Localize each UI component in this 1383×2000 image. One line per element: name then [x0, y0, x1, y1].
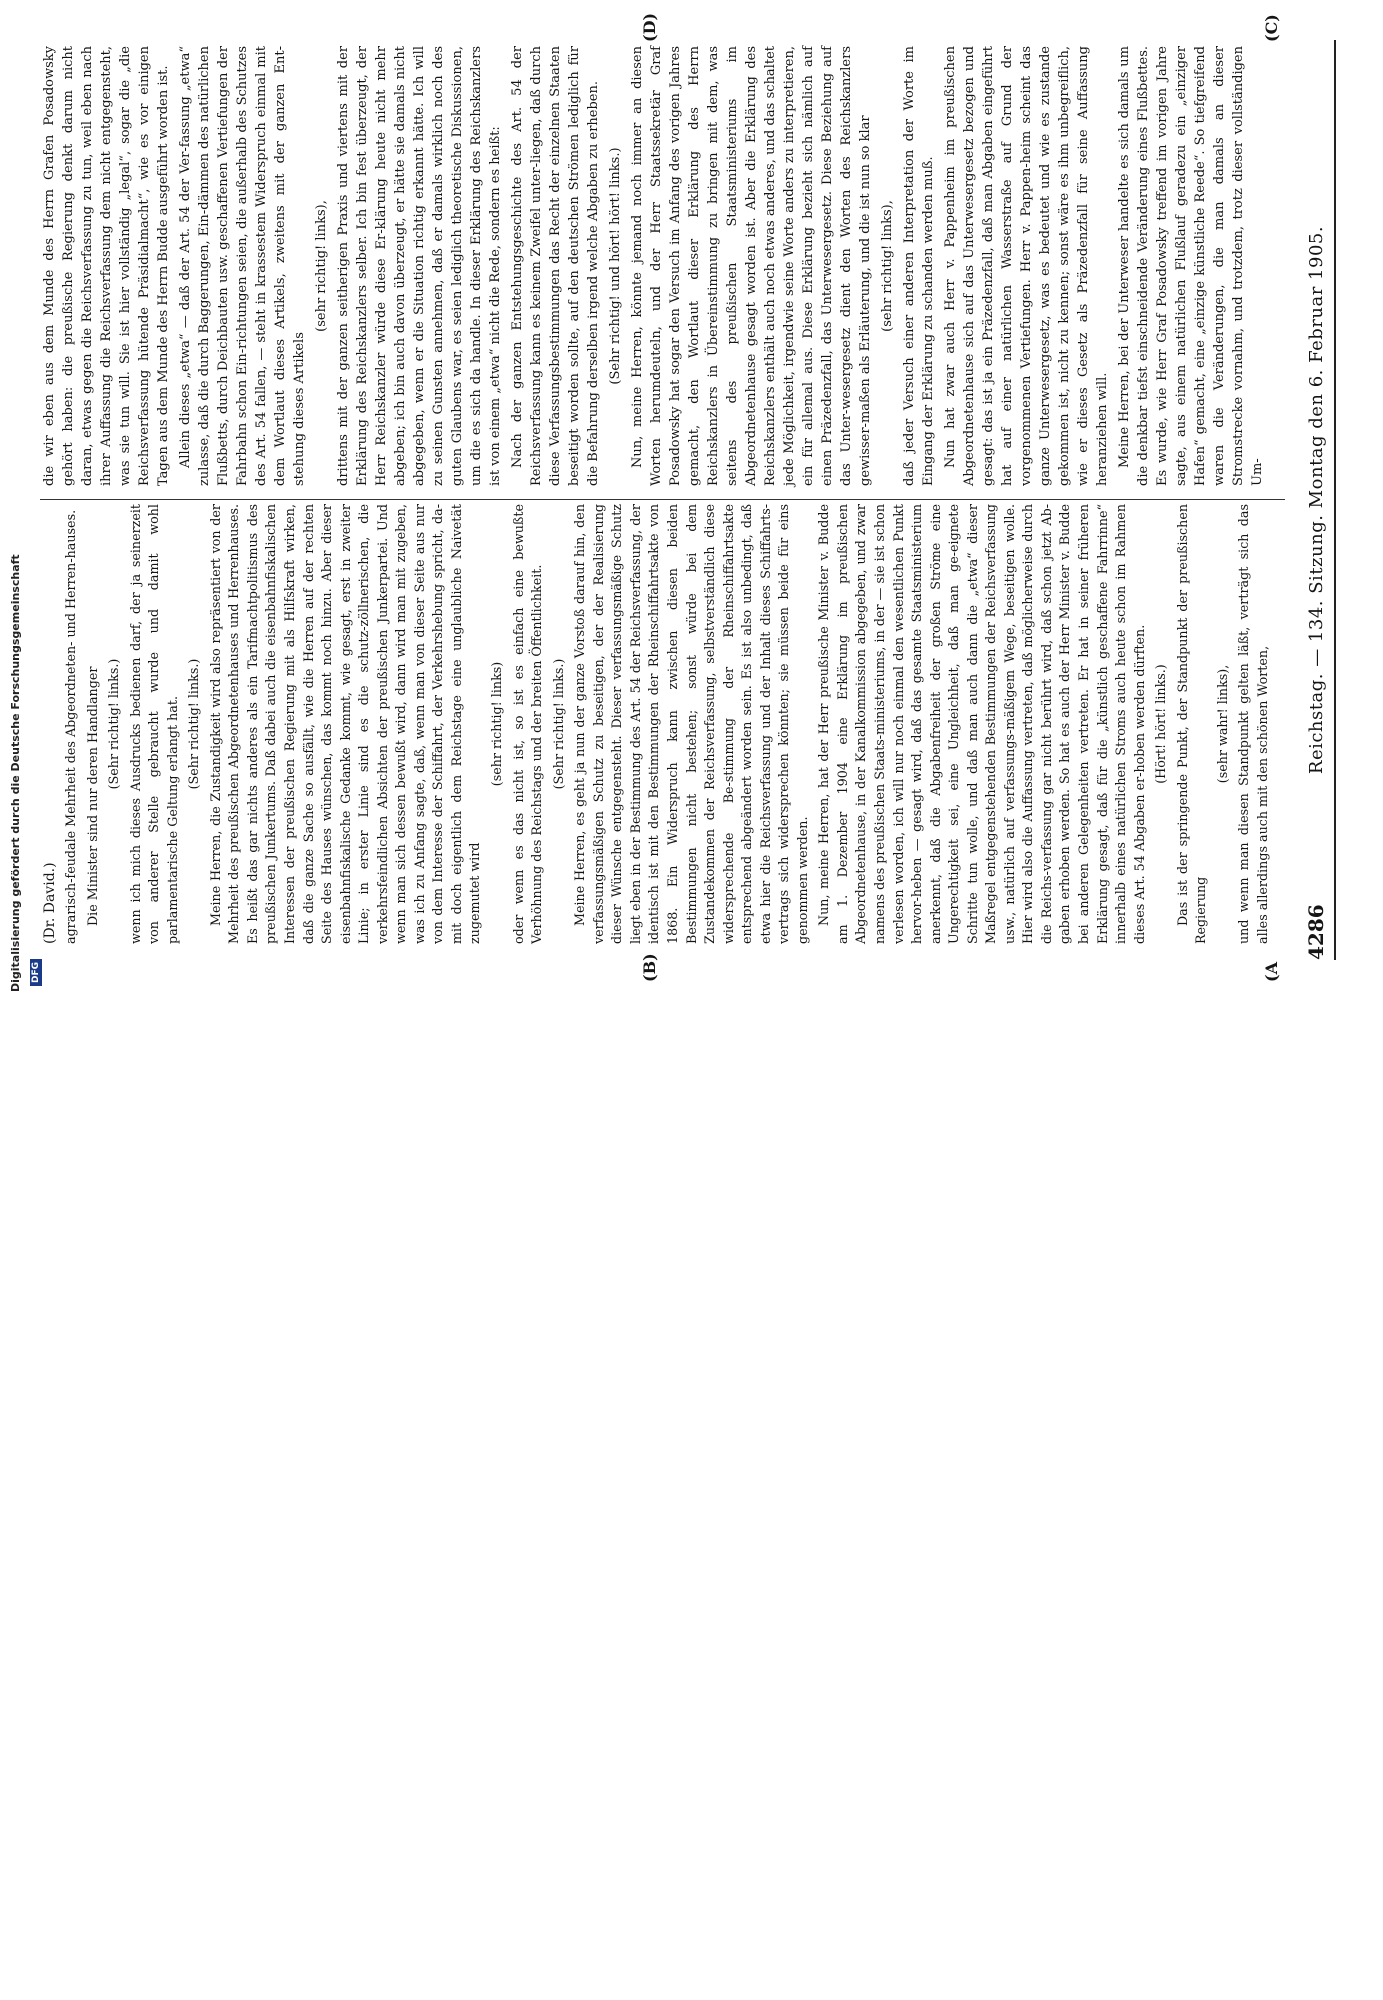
paragraph: Meine Herren, es geht ja nun der ganze Vorstoß darauf hin, den verfassungsmäßigen Schutz zu beseitigen, der der Realisierung dieser Wünsche entgegensteht. Dieser verfassungsmäßige Schutz liegt eben in der Bestimmung des Art. 54 der Reichsverfassung, der identisch ist mit den Bestimmungen der Rheinschiffahrtsakte von 1868. Ein Widerspruch kann zwischen diesen beiden Bestimmungen nicht bestehen; sonst würde bei dem Zustandekommen der Reichsverfassung, selbstverständlich diese widersprechende Be-stimmung der Rheinschiffahrtsakte entsprechend abgeändert worden sein. Es ist also unbedingt, daß etwa hier die Reichsverfassung und der Inhalt dieses Schiffahrts-vertrags sich widersprechen könnten; sie müssen beide für eins genommen werden. [572, 504, 810, 944]
paragraph: und wenn man diesen Standpunkt gelten läßt, verträgt sich das alles allerdings auch mit den schönen Worten, [1236, 504, 1270, 944]
margin-marker-c: (C) [1262, 14, 1281, 42]
paragraph: Meine Herren, die Zustandigkeit wird also repräsentiert von der Mehrheit des preußischen Abgeordnetenhauses und Herrenhauses. Es heißt das gar nichts anderes als ein Tarifmachtpolitismus des preußischen Junkertums. Daß dabei auch die eisenbahnfiskalischen Interessen der preußischen Regierung mit als Hilfskraft wirken, daß die ganze Sache so ausfällt, wie die Herren auf der rechten Seite des Hauses wünschen, das kommt noch hinzu. Aber dieser eisenbahnfiskalische Gedanke kommt, wie gesagt, erst in zweiter Linie; in erster Linie sind es die schutz-zöllnerischen, die verkehrsfeindlichen Absichten der preußischen Junkerpartei. Und wenn man sich dessen bewußt wird, dann wird man mit zugeben, was ich zu Anfang sagte, daß, wenn man von dieser Seite aus nur von dem Interesse der Schiffahrt, der Verkehrshebung spricht, da-mit doch eigentlich dem Reichstage eine unglaubliche Naivetät zugemutet wird [207, 504, 483, 944]
paragraph: Nun hat zwar auch Herr v. Pappenheim im preußischen Abgeordnetenhause sich auf das Unterwesergesetz bezogen und gesagt: das ist ja ein Präzedenzfall, daß man Abgaben eingeführt hat auf einer natürlichen Wasserstraße auf Grund der vorgenommenen Vertiefungen. Herr v. Pappen-heim scheint das ganze Unterwesergesetz, was es bedeutet und wie es zustande gekommen ist, nicht zu kennen; sonst wäre es ihm unbegreiflich, wie er dieses Gesetz als Präzedenzfall für seine Auffassung heranziehen will. [943, 46, 1110, 486]
paragraph: agrarisch-feudale Mehrheit des Abgeordneten- und Herren-hauses. [63, 509, 78, 944]
digitization-credit: Digitalisierung gefördert durch die Deutsche Forschungsgemeinschaft [9, 554, 22, 992]
margin-marker-d: (D) [640, 12, 659, 42]
speaker-label: (Dr. David.) [42, 862, 58, 944]
paragraph: daß jeder Versuch einer anderen Interpretation der Worte im Eingang der Erklärung zu schanden werden muß. [902, 46, 936, 486]
paragraph: Das ist der springende Punkt, der Standpunkt der preußischen Regierung [1174, 504, 1209, 944]
interjection: (sehr richtig! links) [489, 661, 505, 787]
paragraph: wenn ich mich dieses Ausdrucks bedienen darf, der ja seinerzeit von anderer Stelle gebraucht wurde und damit wohl parlamentarische Geltung erlangt hat. [127, 504, 180, 944]
paragraph: Nach der ganzen Entstehungsgeschichte des Art. 54 der Reichsverfassung kann es keinem Zweifel unter-liegen, daß durch diese Verfassungsbestimmungen das Recht der einzelnen Staaten beseitigt worden sollte, auf den deutschen Strömen lediglich für die Befahrung derselben irgend welche Abgaben zu erheben. [510, 46, 601, 486]
footer-rotator [2, 554, 41, 1000]
interjection: (sehr richtig! links), [314, 200, 329, 332]
paragraph: die wir eben aus dem Munde des Herrn Grafen Posadowsky gehört haben: die preußische Regierung denkt darum nicht daran, etwas gegen die Reichsverfassung zu tun, weil eben nach ihrer Auffassung die Reichsverfassung dem nicht entgegensteht, was sie tun will. Sie ist hier vollständig „legal“, sogar die „die Reichsverfassung hütende Präsidialmacht“, wie es vor einigen Tagen aus dem Munde des Herrn Budde ausgeführt worden ist. [42, 46, 171, 486]
interjection: (Sehr richtig! links.) [106, 658, 122, 790]
interjection: (Hört! hört! links.) [1153, 664, 1169, 784]
left-text-column [40, 504, 1280, 944]
interjection: (sehr richtig! links), [880, 200, 895, 332]
interjection: (Sehr richtig! links.) [550, 658, 566, 790]
margin-marker-a: (A [1262, 962, 1281, 982]
margin-marker-b: (B) [640, 953, 659, 982]
dfg-logo: DFG [30, 959, 42, 986]
paragraph: Meine Herren, bei der Unterweser handelte es sich damals um die denkbar tiefst einschneidende Veränderung eines Flußbettes. Es wurde, wie Herr Graf Posadowsky treffend im vorigen Jahre sagte, aus einem natürlichen Flußlauf geradezu ein „einziger Hafen“ gemacht, eine „einzige künstliche Reede“. So tiefgreifend waren die Veränderungen, die man damals an dieser Stromstrecke vornahm, und trotzdem, trotz dieser vollständigen Um- [1117, 46, 1265, 486]
paragraph: Nun, meine Herren, hat der Herr preußische Minister v. Budde am 1. Dezember 1904 eine Erklärung im preußischen Abgeordnetenhause, in der Kanalkommission abgegeben, und zwar namens des preußischen Staats-ministeriums, in der — sie ist schon verlesen worden, ich will nur noch einmal den wesentlichen Punkt hervor-heben — gesagt wird, daß das gesamte Staatsministerium anerkennt, daß die Abgabenfreiheit der großen Ströme eine Ungerechtigkeit sei, eine Ungleichheit, daß man ge-eignete Schritte tun wolle, und daß man auch dann die „etwa“ dieser Maßregel entgegenstehenden Bestimmungen der Reichsverfassung usw., natürlich auf verfassungs-mäßigem Wege, beseitigen wolle. Hier wird also die Auffassung vertreten, daß möglicherweise durch die Reichs-verfassung gar nicht berührt wird, daß schon jetzt Ab-gaben erhoben werden. So hat es auch der Herr Minister v. Budde bei anderen Gelegenheiten vertreten. Er hat in seiner früheren Erklärung gesagt, daß für die „künstlich geschaffene Fahrrinne“ innerhalb eines natürlichen Stroms auch heute schon im Rahmen dieses Art. 54 Abgaben er-hoben werden dürften. [816, 504, 1147, 944]
page-number: 4286 [1304, 904, 1328, 960]
paragraph: Allein dieses „etwa“ — daß der Art. 54 der Ver-fassung „etwa“ zulasse, daß die durch Baggerungen, Ein-dämmen des natürlichen Flußbetts, durch Deichbauten usw. geschaffenen Vertiefungen der Fahrbahn schon Ein-richtungen seien, die außerhalb des Schutzes des Art. 54 fallen, — steht in krassestem Widerspruch einmal mit dem Wortlaut dieses Artikels, zweitens mit der ganzen Ent-stehung dieses Artikels [178, 46, 307, 486]
side-footer [2, 554, 41, 2000]
interjection: (Sehr richtig! links.) [186, 658, 202, 790]
right-text-column [40, 46, 1280, 486]
interjection: (sehr wahr! links), [1214, 664, 1230, 784]
page-header [1300, 40, 1336, 960]
paragraph: Die Minister sind nur deren Handlanger [84, 666, 100, 926]
interjection: (Sehr richtig! und hört! hört! links.) [608, 147, 623, 385]
paragraph: drittens mit der ganzen seitherigen Praxis und viertens mit der Erklärung des Reichskanzlers selber. Ich bin fest überzeugt, der Herr Reichskanzler würde diese Er-klärung heute nicht mehr abgeben; ich bin auch davon überzeugt, er hätte sie damals nicht abgegeben, wenn er die Situation richtig erkannt hätte. Ich will zu seinen Gunsten annehmen, daß er damals wirklich noch des guten Glaubens war, es seien lediglich theoretische Diskussionen, um die es sich da handle. In dieser Erklärung des Reichskanzlers ist von einem „etwa“ nicht die Rede, sondern es heißt: [336, 46, 503, 486]
paragraph: Nun, meine Herren, könnte jemand noch immer an diesen Worten herumdeuteln, und der Herr Staatssekretär Graf Posadowsky hat sogar den Versuch im Anfang des vorigen Jahres gemacht, den Wortlaut dieser Erklärung des Herrn Reichskanzlers in Übereinstimmung zu bringen mit dem, was seitens des preußischen Staatsministeriums im Abgeordnetenhause gesagt worden ist. Aber die Erklärung des Reichskanzlers enthält auch noch etwas anderes, und das schaltet jede Möglichkeit, irgendwie seine Worte anders zu interpretieren, ein für allemal aus. Diese Erklärung bezieht sich nämlich auf einen Präzedenzfall, das Unterwesergesetz. Diese Beziehung auf das Unter-wesergesetz dient den Worten des Reichskanzlers gewisser-maßen als Erläuterung, und die ist nun so klar [630, 46, 873, 486]
column-divider [40, 499, 1285, 500]
page-title: Reichstag. — 134. Sitzung. Montag den 6. Februar 1905. [1306, 225, 1327, 775]
paragraph: oder wenn es das nicht ist, so ist es einfach eine bewußte Verhöhnung des Reichstags und der breiten Öffentlichkeit. [510, 504, 545, 944]
